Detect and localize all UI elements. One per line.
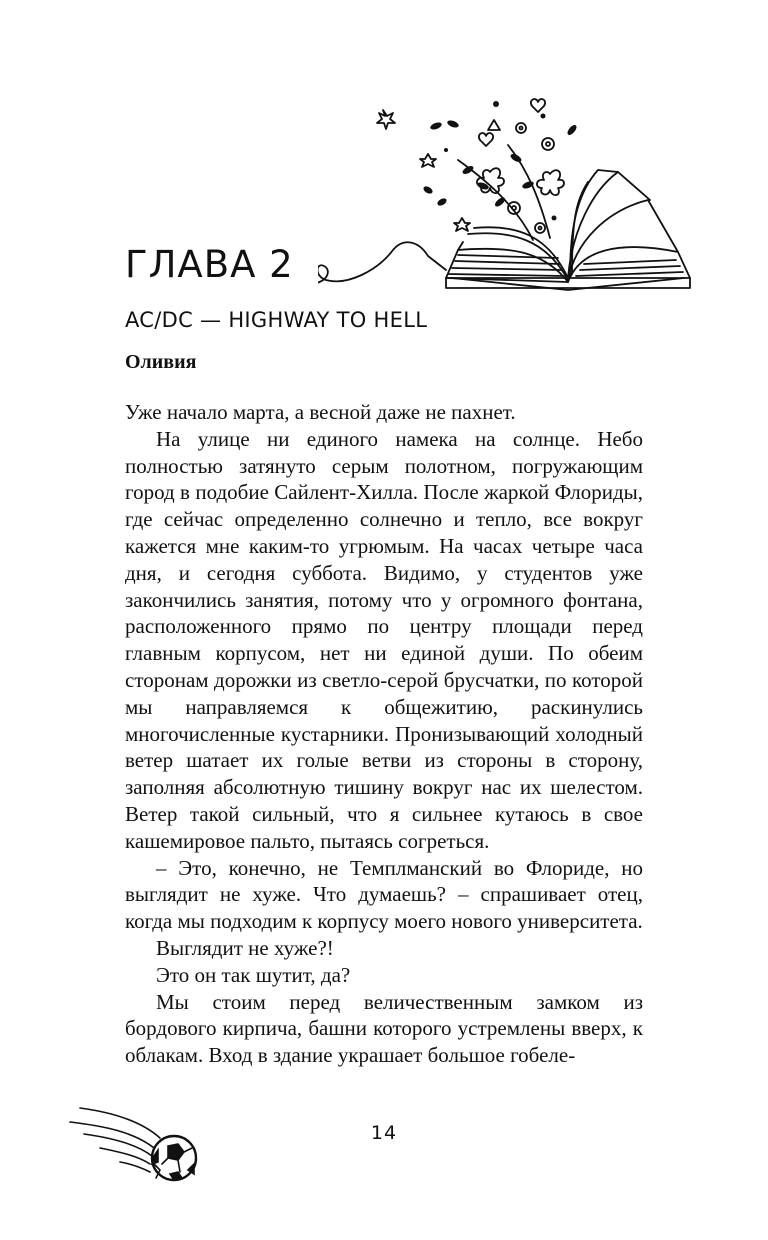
open-book-flowers-illustration — [318, 90, 698, 310]
paragraph: Это он так шутит, да? — [156, 962, 351, 987]
chapter-title: ГЛАВА 2 — [125, 243, 294, 286]
pov-character-name: Оливия — [125, 351, 197, 373]
paragraph: На улице ни единого намека на солнце. Небо полностью затянуто серым полотном, погружающим город в подобие Сайлент-Хилла. После жаркой Флориды, где сейчас определенно солнечно и тепло, все вокруг кажется мне каким-то угрюмым. На часах четыре часа дня, и сегодня суббота. Видимо, у студентов уже закончились занятия, потому что у огромного фонтана, расположенного прямо по центру площади перед главным корпусом, нет ни единой души. По обеим сторонам дорожки из светло-серой брусчатки, по которой мы направляемся к общежитию, раскинулись многочисленные кустарники. Пронизывающий холодный ветер шатает их голые ветви из стороны в сторону, заполняя абсолютную тишину вокруг нас их шелестом. Ветер такой сильный, что я сильнее кутаюсь в свое кашемировое пальто, пытаясь согреться. — [125, 426, 643, 853]
chapter-body-text — [125, 399, 643, 1069]
chapter-song-epigraph: AC/DC — HIGHWAY TO HELL — [125, 308, 428, 332]
paragraph: Мы стоим перед величественным замком из бордового кирпича, башни которого устремлены вверх, к облакам. Вход в здание украшает большое гобеле- — [125, 989, 643, 1068]
paragraph: – Это, конечно, не Темплманский во Флориде, но выглядит не хуже. Что думаешь? – спрашивает отец, когда мы подходим к корпусу моего нового университета. — [125, 855, 643, 934]
page-number: 14 — [370, 1122, 398, 1144]
paragraph: Выглядит не хуже?! — [156, 935, 334, 960]
paragraph: Уже начало марта, а весной даже не пахнет. — [125, 400, 516, 424]
